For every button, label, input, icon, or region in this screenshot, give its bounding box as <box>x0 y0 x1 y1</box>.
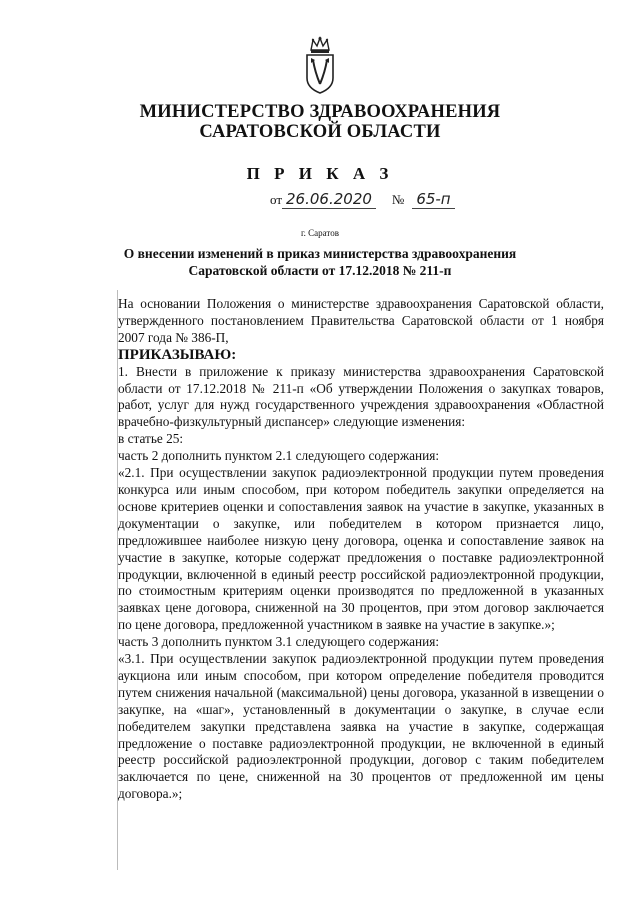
item-1-paragraph: 1. Внести в приложение к приказу министерства здравоохранения Саратовской области от 17.12.2018 № 211-п «Об утверждении Положения о закупках товаров, работ, услуг для нужд государственного учреждения здравоохранения «Областной врачебно-физкультурный диспансер» следующие изменения: <box>118 363 604 430</box>
quote-3-1-paragraph: «3.1. При осуществлении закупок радиоэлектронной продукции путем проведения аукциона или иным способом, при котором определение победителя проводится путем снижения начальной (максимальной) цены договора, указанной в извещении о закупке, на «шаг», установленный в документации о закупке, в случае если победителем закупки представлена заявка на участие в закупке, содержащая предложение о поставке радиоэлектронной продукции, не включенной в единый реестр российской радиоэлектронной продукции, договор с таким победителем заключается по цене, сниженной на 30 процентов от предложенной им цены договора.»; <box>118 651 604 802</box>
article-line: в статье 25: <box>118 431 184 447</box>
city: г. Саратов <box>301 228 339 238</box>
preamble-text: На основании Положения о министерстве здравоохранения Саратовской области, утвержденного постановлением Правительства Саратовской области от 1 ноября 2007 года № 386-П, <box>118 296 604 345</box>
subject-line2: Саратовской области от 17.12.2018 № 211-п <box>188 263 452 278</box>
document-type: П Р И К А З <box>246 164 394 183</box>
part-3-line: часть 3 дополнить пунктом 3.1 следующего содержания: <box>118 634 440 650</box>
subject-line1: О внесении изменений в приказ министерства здравоохранения <box>123 246 517 261</box>
ministry-name-line1: МИНИСТЕРСТВО ЗДРАВООХРАНЕНИЯ <box>139 102 501 122</box>
ministry-name-line2: САРАТОВСКОЙ ОБЛАСТИ <box>199 122 441 142</box>
document-body <box>118 296 604 803</box>
coat-of-arms-icon <box>303 36 337 94</box>
quote-2-1-paragraph: «2.1. При осуществлении закупок радиоэлектронной продукции путем проведения конкурса или иным способом, при котором победитель закупки определяется на основе критериев оценки и сопоставления заявок на участие в закупке, указанных в документации о закупке, или победителем в котором признается лицо, предложившее наиболее низкую цену договора, оценка и сопоставление заявок на участие в закупке, которые содержат предложения о поставке радиоэлектронной продукции, включенной в единый реестр российской радиоэлектронной продукции, по стоимостным критериям оценки производятся по предложенной в указанных заявках цене договора, сниженной на 30 процентов, при этом договор заключается по цене договора, предложенной участником в заявке на участие в закупке.»; <box>118 465 604 633</box>
document-subject <box>0 245 640 279</box>
part-2-line: часть 2 дополнить пунктом 2.1 следующего содержания: <box>118 448 440 464</box>
order-date-number <box>270 190 455 209</box>
order-word: ПРИКАЗЫВАЮ: <box>118 346 237 363</box>
number-sign: № <box>391 192 405 207</box>
date-prefix: от <box>270 192 283 207</box>
handwritten-date: 26.06.2020 <box>282 190 376 209</box>
preamble-paragraph <box>118 296 604 347</box>
handwritten-number: 65-п <box>412 190 454 209</box>
